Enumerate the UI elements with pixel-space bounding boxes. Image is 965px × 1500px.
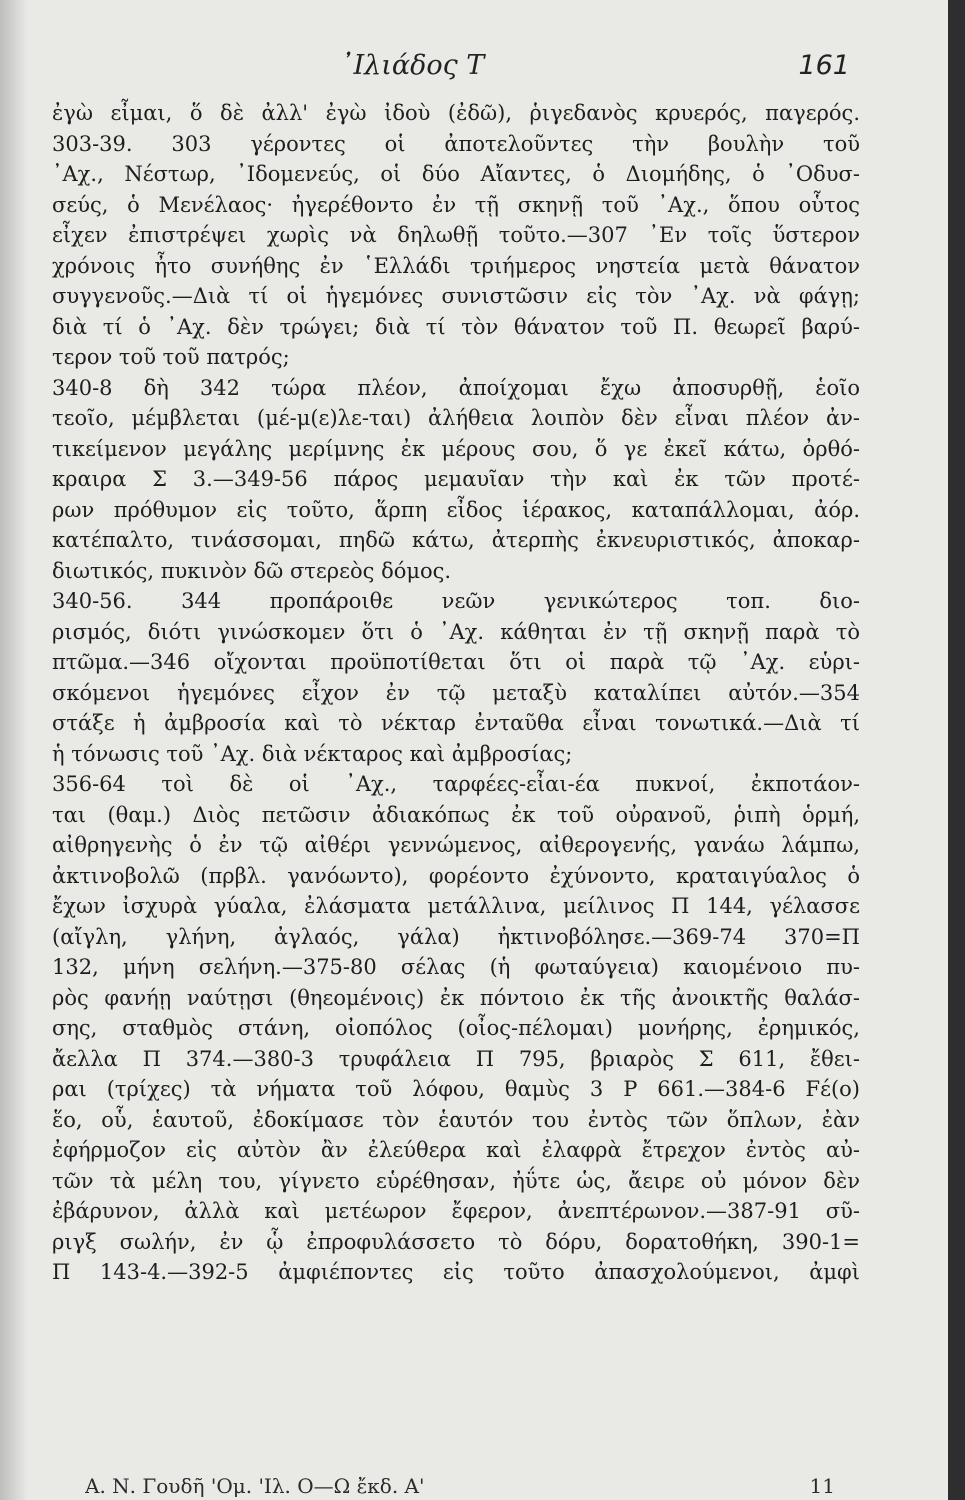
text-line: ριγξ σωλήν, ἐν ᾧ ἐπροφυλάσσετο τὸ δόρυ, δορατοθήκη, 390-1= — [52, 1229, 860, 1254]
text-line: ρισμός, διότι γινώσκομεν ὅτι ὁ ᾿Αχ. κάθηται ἐν τῇ σκηνῇ παρὰ τὸ — [52, 619, 860, 644]
text-line: ἡ τόνωσις τοῦ ᾿Αχ. διὰ νέκταρος καὶ ἀμβροσίας; — [52, 741, 573, 766]
text-line: ᾿Αχ., Νέστωρ, ᾿Ιδομενεύς, οἱ δύο Αἴαντες, ὁ Διομήδης, ὁ ᾿Οδυσ- — [52, 162, 860, 186]
text-line: σης, σταθμὸς στάνη, οἰοπόλος (οἶος-πέλομαι) μονήρης, ἐρημικός, — [52, 1016, 860, 1040]
commentary-text — [52, 98, 860, 1288]
text-line: 132, μήνη σελήνη.—375-80 σέλας (ἡ φωταύγεια) καιομένοιο πυ- — [52, 955, 860, 979]
text-line: σκόμενοι ἡγεμόνες εἶχον ἐν τῷ μεταξὺ καταλίπει αὐτόν.—354 — [52, 680, 860, 705]
text-line: εἶχεν ἐπιστρέψει χωρὶς νὰ δηλωθῇ τοῦτο.—307 ᾿Εν τοῖς ὕστερον — [52, 223, 860, 247]
text-line: πτῶμα.—346 οἴχονται προϋποτίθεται ὅτι οἱ παρὰ τῷ ᾿Αχ. εὑρι- — [52, 650, 860, 674]
text-line: 303-39. 303 γέροντες οἱ ἀποτελοῦντες τὴν βουλὴν τοῦ — [52, 131, 860, 156]
text-line: ραι (τρίχες) τὰ νήματα τοῦ λόφου, θαμὺς 3 Ρ 661.—384-6 Fέ(ο) — [52, 1077, 860, 1101]
sheet-number: 11 — [809, 1474, 835, 1498]
text-line: ἐφήρμοζον εἰς αὐτὸν ἂν ἐλεύθερα καὶ ἐλαφρὰ ἔτρεχον ἐντὸς αὐ- — [52, 1138, 860, 1162]
text-line: ἐγὼ εἶμαι, ὅ δὲ ἀλλ' ἐγὼ ἰδοὺ (ἐδῶ), ῥιγεδανὸς κρυερός, παγερός. — [52, 101, 860, 125]
text-line: χρόνοις ἦτο συνήθης ἐν ῾Ελλάδι τριήμερος νηστεία μετὰ θάνατον — [52, 253, 860, 278]
text-line: κατέπαλτο, τινάσσομαι, πηδῶ κάτω, ἀτερπὴς ἐκνευριστικός, ἀποκαρ- — [52, 528, 860, 552]
text-line: 340-8 δὴ 342 τώρα πλέον, ἀποίχομαι ἔχω ἀποσυρθῇ, ἑοῖο — [52, 375, 860, 400]
text-line: 356-64 τοὶ δὲ οἱ ᾿Αχ., ταρφέες-εἶαι-έα πυκνοί, ἐκποτάον- — [52, 772, 860, 796]
text-line: ρὸς φανήῃ ναύτῃσι (θηεομένοις) ἐκ πόντοιο ἐκ τῆς ἀνοικτῆς θαλάσ- — [52, 985, 860, 1010]
text-line: τικείμενον μεγάλης μερίμνης ἐκ μέρους σου, ὅ γε ἐκεῖ κάτω, ὀρθό- — [52, 436, 860, 461]
text-line: ἀκτινοβολῶ (πρβλ. γανόωντο), φορέοντο ἐχύνοντο, κραταιγύαλος ὁ — [52, 863, 860, 888]
book-binding-edge — [948, 0, 965, 1500]
text-line: 340-56. 344 προπάροιθε νεῶν γενικώτερος τοπ. διο- — [52, 589, 860, 613]
text-line: τῶν τὰ μέλη του, γίγνετο εὑρέθησαν, ἠΰτε ὡς, ἄειρε οὐ μόνον δὲν — [52, 1168, 860, 1193]
printer-signature: Α. Ν. Γουδῆ 'Ομ. 'Ιλ. Ο—Ω ἔκδ. Α' — [85, 1474, 425, 1498]
page-gutter-shadow — [0, 0, 28, 1500]
text-line: συγγενοῦς.—Διὰ τί οἱ ἡγεμόνες συνιστῶσιν εἰς τὸν ᾿Αχ. νὰ φάγῃ; — [52, 284, 860, 308]
text-line: ται (θαμ.) Διὸς πετῶσιν ἀδιακόπως ἐκ τοῦ οὐρανοῦ, ῥιπὴ ὁρμή, — [52, 802, 860, 827]
text-line: αἰθρηγενὴς ὁ ἐν τῷ αἰθέρι γεννώμενος, αἰθερογενής, γανάω λάμπω, — [52, 833, 860, 857]
text-line: τερον τοῦ τοῦ πατρός; — [52, 345, 290, 369]
page-footer — [85, 1474, 845, 1500]
text-line: ἄελλα Π 374.—380-3 τρυφάλεια Π 795, βριαρὸς Σ 611, ἔθει- — [52, 1046, 860, 1071]
text-line: ἐβάρυνον, ἀλλὰ καὶ μετέωρον ἔφερον, ἀνεπτέρωνον.—387-91 σῦ- — [52, 1199, 860, 1223]
page-number: 161 — [798, 50, 850, 81]
text-line: τεοῖο, μέμβλεται (μέ-μ(ε)λε-ται) ἀλήθεια λοιπὸν δὲν εἶναι πλέον ἀν- — [52, 406, 860, 430]
text-line: διὰ τί ὁ ᾿Αχ. δὲν τρώγει; διὰ τί τὸν θάνατον τοῦ Π. θεωρεῖ βαρύ- — [52, 314, 860, 339]
text-line: (αἴγλη, γλήνη, ἀγλαός, γάλα) ἠκτινοβόλησε.—369-74 370=Π — [52, 924, 860, 949]
text-line: ἔχων ἰσχυρὰ γύαλα, ἐλάσματα μετάλλινα, μείλινος Π 144, γέλασσε — [52, 894, 860, 918]
text-line: ἕο, οὗ, ἑαυτοῦ, ἐδοκίμασε τὸν ἑαυτόν του ἐντὸς τῶν ὅπλων, ἐὰν — [52, 1107, 860, 1132]
text-line: στάξε ἡ ἀμβροσία καὶ τὸ νέκταρ ἐνταῦθα εἶναι τονωτικά.—Διὰ τί — [52, 711, 860, 735]
page-header — [60, 50, 850, 90]
text-line: σεύς, ὁ Μενέλαος· ἠγερέθοντο ἐν τῇ σκηνῇ τοῦ ᾿Αχ., ὅπου οὗτος — [52, 192, 860, 217]
text-line: διωτικός, πυκινὸν δῶ στερεὸς δόμος. — [52, 558, 452, 583]
text-line: Π 143-4.—392-5 ἀμφιέποντες εἰς τοῦτο ἀπασχολούμενοι, ἀμφὶ — [52, 1260, 860, 1284]
text-line: κραιρα Σ 3.—349-56 πάρος μεμαυῖαν τὴν καὶ ἐκ τῶν προτέ- — [52, 467, 860, 491]
running-title: ᾿Ιλιάδος Τ — [340, 50, 485, 81]
text-line: ρων πρόθυμον εἰς τοῦτο, ἅρπη εἶδος ἱέρακος, καταπάλλομαι, ἀόρ. — [52, 497, 860, 522]
